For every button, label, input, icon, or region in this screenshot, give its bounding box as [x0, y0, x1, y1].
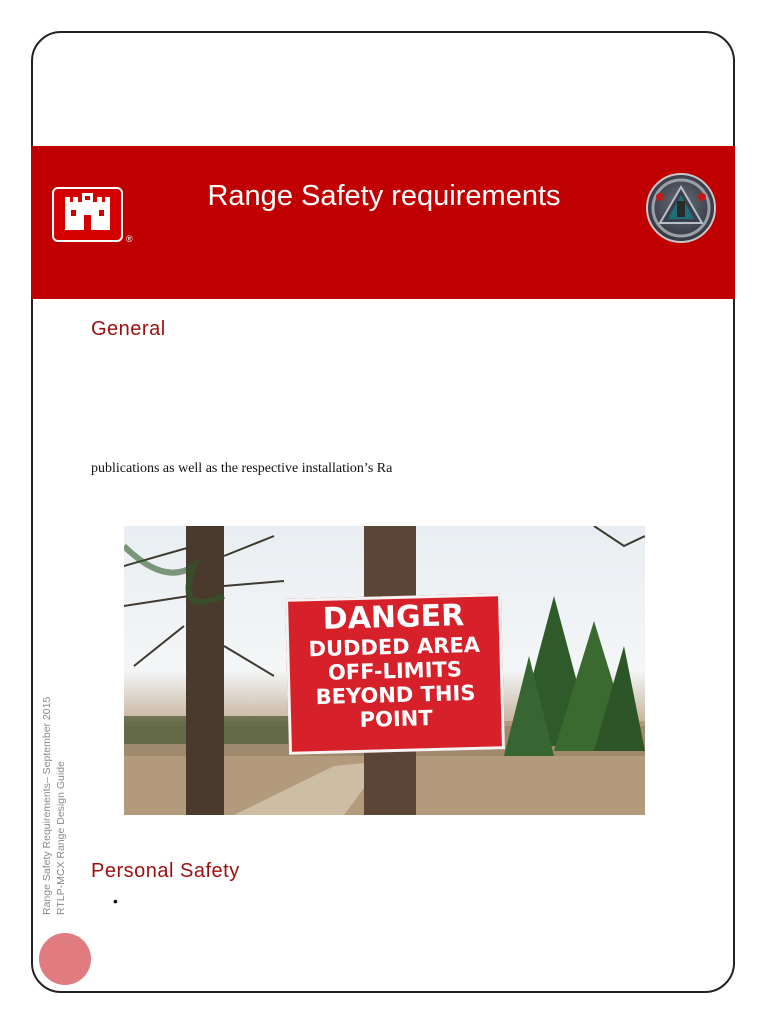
- general-body-text: publications as well as the respective installation’s Ra: [91, 461, 393, 476]
- page-title: Range Safety requirements: [207, 180, 561, 212]
- section-heading-general: General: [91, 318, 166, 340]
- bullet-point: •: [113, 893, 118, 909]
- sign-line-point: POINT: [359, 706, 433, 732]
- section-heading-personal-safety: Personal Safety: [91, 860, 240, 882]
- sidebar-footer-text: [40, 697, 68, 915]
- sign-line-danger: DANGER: [322, 598, 465, 637]
- seal-icon: [646, 173, 716, 243]
- sidebar-line-2: RTLP-MCX Range Design Guide: [55, 761, 67, 915]
- decorative-circle: [39, 933, 91, 985]
- danger-sign: [285, 593, 505, 755]
- sign-line-off-limits: OFF-LIMITS: [327, 657, 463, 685]
- sidebar-line-1: Range Safety Requirements– September 2015: [41, 696, 53, 915]
- danger-sign-photo: [124, 526, 645, 815]
- sign-line-beyond-this: BEYOND THIS: [315, 680, 476, 710]
- sign-line-dudded-area: DUDDED AREA: [308, 632, 481, 662]
- registered-mark: ®: [126, 234, 133, 244]
- title-banner: [31, 146, 735, 299]
